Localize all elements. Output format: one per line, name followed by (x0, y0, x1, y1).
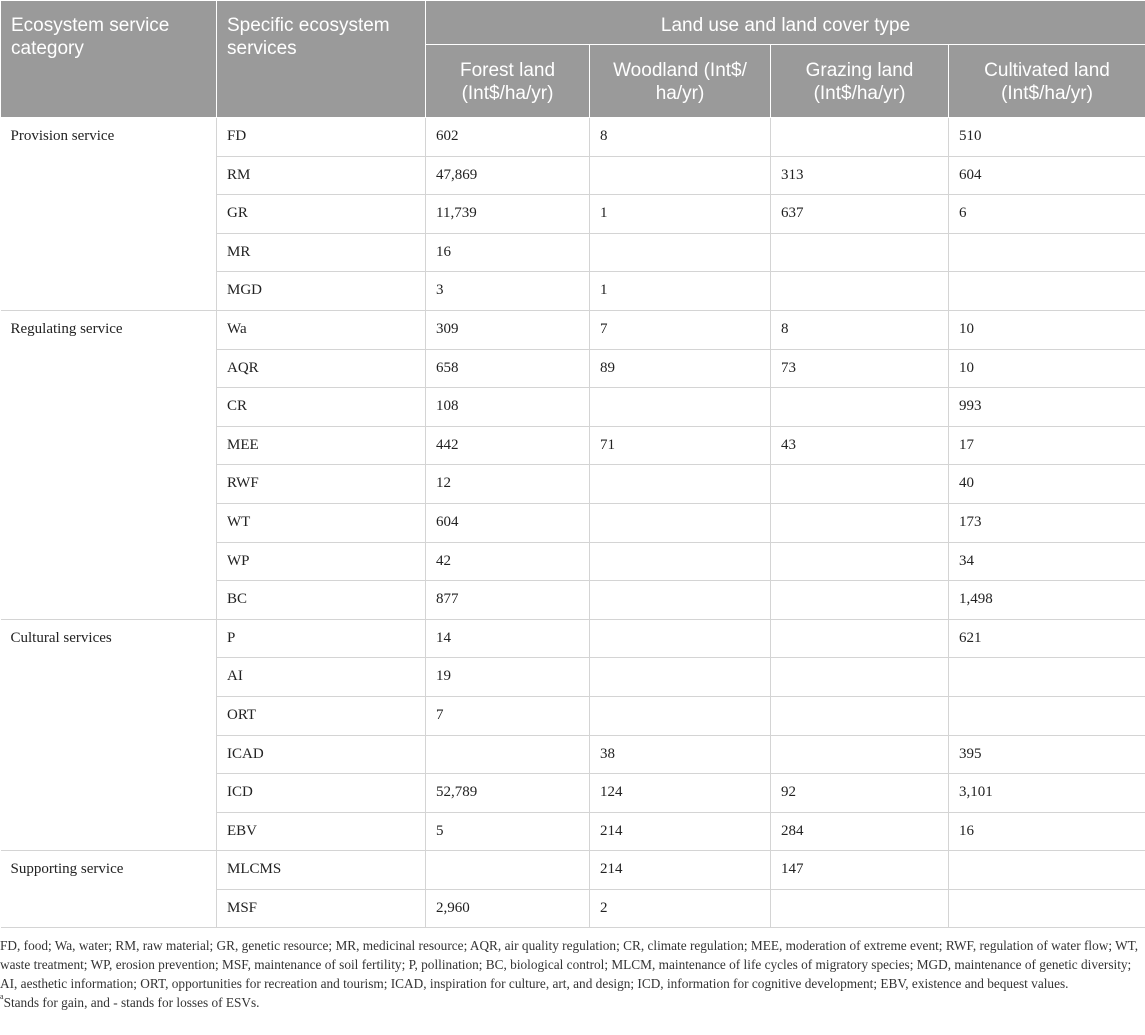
category-cell: Regulating service (1, 310, 217, 619)
service-code-cell: WT (217, 503, 426, 542)
cultivated-land-value: 40 (949, 465, 1145, 504)
cultivated-land-value: 604 (949, 156, 1145, 195)
forest-land-value: 42 (426, 542, 590, 581)
grazing-land-value: 313 (771, 156, 949, 195)
category-cell: Supporting service (1, 851, 217, 928)
forest-land-value: 2,960 (426, 889, 590, 928)
grazing-land-value (771, 388, 949, 427)
service-code-cell: MEE (217, 426, 426, 465)
category-cell: Cultural services (1, 619, 217, 851)
cultivated-land-value (949, 272, 1145, 311)
cultivated-land-value (949, 658, 1145, 697)
table-row (1, 310, 1145, 349)
forest-land-value: 14 (426, 619, 590, 658)
forest-land-value: 5 (426, 812, 590, 851)
cultivated-land-value: 6 (949, 195, 1145, 234)
grazing-land-value (771, 503, 949, 542)
woodland-value: 2 (590, 889, 771, 928)
service-code-cell: WP (217, 542, 426, 581)
forest-land-value: 7 (426, 696, 590, 735)
table-footnotes (0, 936, 1140, 1012)
grazing-land-value: 43 (771, 426, 949, 465)
service-code-cell: ORT (217, 696, 426, 735)
service-code-cell: AQR (217, 349, 426, 388)
table-body (1, 118, 1145, 928)
grazing-land-value (771, 658, 949, 697)
grazing-land-value (771, 619, 949, 658)
grazing-land-value: 92 (771, 774, 949, 813)
gain-loss-text: Stands for gain, and - stands for losses of ESVs. (3, 995, 260, 1010)
woodland-value: 8 (590, 118, 771, 157)
forest-land-value: 12 (426, 465, 590, 504)
forest-land-value: 47,869 (426, 156, 590, 195)
woodland-value (590, 696, 771, 735)
grazing-land-value (771, 118, 949, 157)
woodland-value: 71 (590, 426, 771, 465)
woodland-value (590, 156, 771, 195)
woodland-value (590, 233, 771, 272)
cultivated-land-value (949, 851, 1145, 890)
abbreviation-note: FD, food; Wa, water; RM, raw material; GR, genetic resource; MR, medicinal resource; AQR, air quality regulation; CR, climate regulation; MEE, moderation of extreme event; RWF, regulation of water flow; WT, waste treatment; WP, erosion prevention; MSF, maintenance of soil fertility; P, pollination; BC, biological control; MLCM, maintenance of life cycles of migratory species; MGD, maintenance of genetic diversity; AI, aesthetic information; ORT, opportunities for recreation and tourism; ICAD, inspiration for culture, art, and design; ICD, information for cognitive development; EBV, existence and bequest values. (0, 938, 1139, 991)
table-row (1, 118, 1145, 157)
grazing-land-value (771, 696, 949, 735)
woodland-value (590, 619, 771, 658)
grazing-land-value: 8 (771, 310, 949, 349)
footnote-marker: a (0, 992, 4, 1001)
category-cell: Provision service (1, 118, 217, 311)
grazing-land-value (771, 465, 949, 504)
forest-land-value: 16 (426, 233, 590, 272)
header-land-use-group: Land use and land cover type (426, 1, 1145, 45)
cultivated-land-value: 621 (949, 619, 1145, 658)
forest-land-value: 658 (426, 349, 590, 388)
service-code-cell: ICD (217, 774, 426, 813)
grazing-land-value (771, 735, 949, 774)
cultivated-land-value: 510 (949, 118, 1145, 157)
table-row (1, 851, 1145, 890)
cultivated-land-value: 16 (949, 812, 1145, 851)
forest-land-value: 309 (426, 310, 590, 349)
grazing-land-value: 73 (771, 349, 949, 388)
grazing-land-value: 147 (771, 851, 949, 890)
service-code-cell: MR (217, 233, 426, 272)
woodland-value (590, 581, 771, 620)
service-code-cell: MLCMS (217, 851, 426, 890)
header-category: Ecosystem service category (1, 1, 217, 118)
service-code-cell: GR (217, 195, 426, 234)
woodland-value (590, 388, 771, 427)
forest-land-value: 602 (426, 118, 590, 157)
cultivated-land-value (949, 889, 1145, 928)
woodland-value: 1 (590, 195, 771, 234)
cultivated-land-value: 10 (949, 349, 1145, 388)
woodland-value (590, 503, 771, 542)
forest-land-value: 52,789 (426, 774, 590, 813)
service-code-cell: MGD (217, 272, 426, 311)
service-code-cell: EBV (217, 812, 426, 851)
grazing-land-value (771, 272, 949, 311)
grazing-land-value: 284 (771, 812, 949, 851)
service-code-cell: P (217, 619, 426, 658)
woodland-value: 124 (590, 774, 771, 813)
cultivated-land-value: 173 (949, 503, 1145, 542)
service-code-cell: RWF (217, 465, 426, 504)
service-code-cell: ICAD (217, 735, 426, 774)
woodland-value (590, 542, 771, 581)
gain-loss-note (0, 993, 1140, 1012)
grazing-land-value (771, 581, 949, 620)
forest-land-value: 442 (426, 426, 590, 465)
grazing-land-value (771, 542, 949, 581)
table-row (1, 619, 1145, 658)
woodland-value: 214 (590, 851, 771, 890)
grazing-land-value (771, 233, 949, 272)
cultivated-land-value (949, 233, 1145, 272)
cultivated-land-value: 17 (949, 426, 1145, 465)
cultivated-land-value: 1,498 (949, 581, 1145, 620)
cultivated-land-value (949, 696, 1145, 735)
woodland-value: 38 (590, 735, 771, 774)
forest-land-value (426, 851, 590, 890)
service-code-cell: AI (217, 658, 426, 697)
woodland-value: 89 (590, 349, 771, 388)
grazing-land-value: 637 (771, 195, 949, 234)
woodland-value (590, 658, 771, 697)
woodland-value: 7 (590, 310, 771, 349)
woodland-value (590, 465, 771, 504)
table-header (1, 1, 1145, 118)
forest-land-value: 19 (426, 658, 590, 697)
service-code-cell: RM (217, 156, 426, 195)
forest-land-value: 3 (426, 272, 590, 311)
service-code-cell: Wa (217, 310, 426, 349)
service-code-cell: FD (217, 118, 426, 157)
forest-land-value (426, 735, 590, 774)
header-grazing-land: Grazing land (Int$/ha/yr) (771, 45, 949, 118)
header-specific-services: Specific ecosystem services (217, 1, 426, 118)
forest-land-value: 877 (426, 581, 590, 620)
header-woodland: Woodland (Int$/ ha/yr) (590, 45, 771, 118)
header-forest-land: Forest land (Int$/ha/yr) (426, 45, 590, 118)
forest-land-value: 108 (426, 388, 590, 427)
service-code-cell: CR (217, 388, 426, 427)
grazing-land-value (771, 889, 949, 928)
header-cultivated-land: Cultivated land (Int$/ha/yr) (949, 45, 1145, 118)
cultivated-land-value: 34 (949, 542, 1145, 581)
cultivated-land-value: 10 (949, 310, 1145, 349)
woodland-value: 1 (590, 272, 771, 311)
forest-land-value: 11,739 (426, 195, 590, 234)
service-code-cell: BC (217, 581, 426, 620)
cultivated-land-value: 993 (949, 388, 1145, 427)
cultivated-land-value: 395 (949, 735, 1145, 774)
forest-land-value: 604 (426, 503, 590, 542)
woodland-value: 214 (590, 812, 771, 851)
service-code-cell: MSF (217, 889, 426, 928)
cultivated-land-value: 3,101 (949, 774, 1145, 813)
